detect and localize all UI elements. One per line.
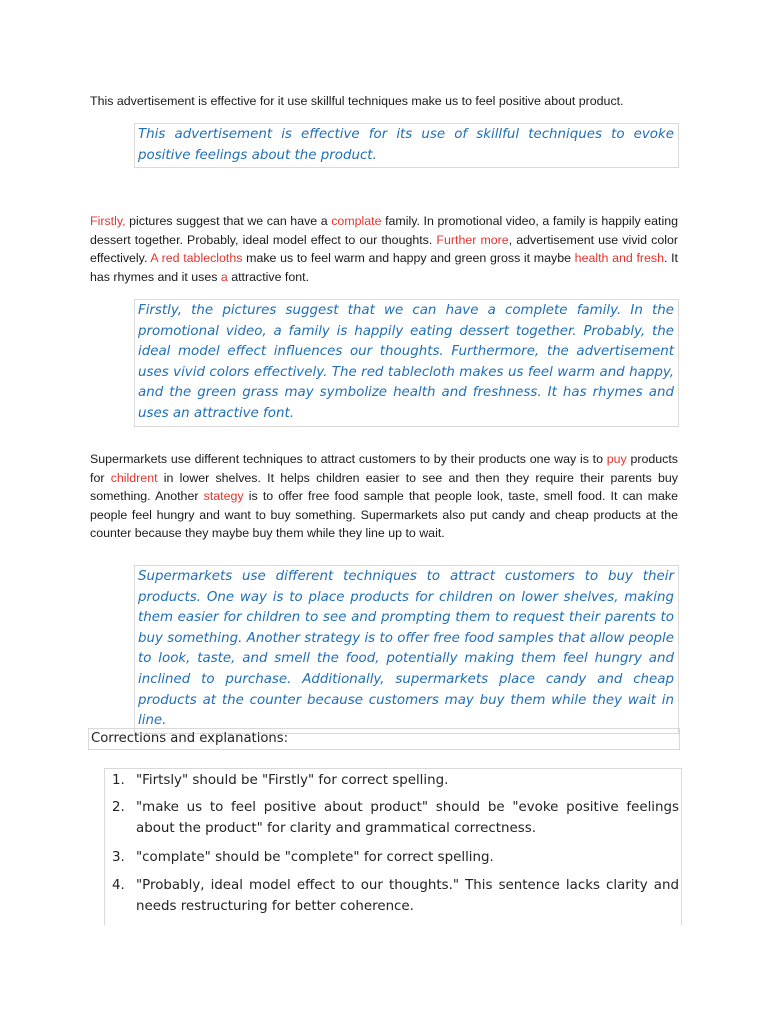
list-item-text: "complate" should be "complete" for correct spelling. (136, 850, 494, 865)
list-item-text: "make us to feel positive about product" should be "evoke positive feelings about the product" for clarity and grammatical correctness. (136, 800, 679, 836)
text-run: Supermarkets use different techniques to attract customers to by their products one way is to (90, 452, 607, 466)
list-item-text: "Probably, ideal model effect to our thoughts." This sentence lacks clarity and needs restructuring for better coherence. (136, 878, 679, 914)
list-item (105, 847, 681, 868)
para2-corrected-box (134, 299, 679, 427)
list-item (105, 770, 681, 791)
para3-original-text (90, 450, 678, 543)
text-run: in lower shelves. It helps children easier to see and then they require their parents buy something. Another (90, 470, 678, 504)
para2-corrected-text: Firstly, the pictures suggest that we can have a complete family. In the promotional video, a family is happily eating dessert together. Probably, the ideal model effect influences our thoughts. Furthermore, the advertisement uses vivid colors effectively. The red tablecloth makes us feel warm and happy, and the green grass may symbolize health and freshness. It has rhymes and uses an attractive font. (138, 303, 674, 421)
text-run: make us to feel warm and happy and green gross it maybe (242, 251, 575, 266)
intro-original-text (90, 92, 678, 111)
error-article-a: a (220, 269, 228, 284)
list-number: 1. (112, 773, 125, 788)
list-item-text: "Firtsly" should be "Firstly" for correct spelling. (136, 773, 449, 788)
para2-original-text (90, 212, 678, 286)
error-red-tablecloths: A red tablecloths (150, 251, 243, 266)
error-firstly: Firstly, (90, 214, 126, 228)
list-item (105, 797, 681, 839)
para3-corrected-text: Supermarkets use different techniques to attract customers to buy their products. One way is to place products for children on lower shelves, making them easier for children to see and prompting them to request their parents to buy something. Another strategy is to offer free food samples that allow people to look, taste, and smell the food, potentially making them feel hungry and inclined to purchase. Additionally, supermarkets place candy and cheap products at the counter because customers may buy them while they wait in line. (138, 569, 674, 729)
corrections-list-box (104, 768, 682, 925)
list-number: 3. (112, 850, 125, 865)
error-complate: complate (331, 214, 382, 228)
error-health-fresh: health and fresh (574, 251, 664, 266)
text-run: , advertisement use vivid color effectively. (90, 232, 678, 266)
text-run: products for (90, 452, 678, 485)
text-run: family. In promotional video, a family is happily eating dessert together. Probably, ideal model effect to our thoughts. (90, 214, 678, 247)
error-childrent: childrent (110, 470, 158, 485)
error-stategy: stategy (203, 489, 244, 504)
text-run: pictures suggest that we can have a (125, 214, 332, 228)
list-number: 2. (112, 800, 125, 815)
text-run: is to offer free food sample that people look, taste, smell food. It can make people feel hungry and want to buy something. Supermarkets also put candy and cheap products at the counter because they maybe buy them while they line up to wait. (90, 489, 678, 541)
list-item (105, 875, 681, 917)
error-puy: puy (606, 452, 627, 466)
intro-corrected-text: This advertisement is effective for its use of skillful techniques to evoke positive feelings about the product. (138, 127, 674, 163)
text-run: attractive font. (227, 269, 310, 284)
para3-corrected-box (134, 565, 679, 734)
corrections-heading: Corrections and explanations: (88, 728, 680, 750)
corrections-list (105, 770, 681, 917)
intro-original: This advertisement is effective for it use skillful techniques make us to feel positive about product. (90, 94, 624, 108)
intro-corrected-box (134, 123, 679, 168)
error-further-more: Further more (436, 232, 509, 247)
text-run: . It has rhymes and it uses (90, 251, 678, 284)
list-number: 4. (112, 878, 125, 893)
